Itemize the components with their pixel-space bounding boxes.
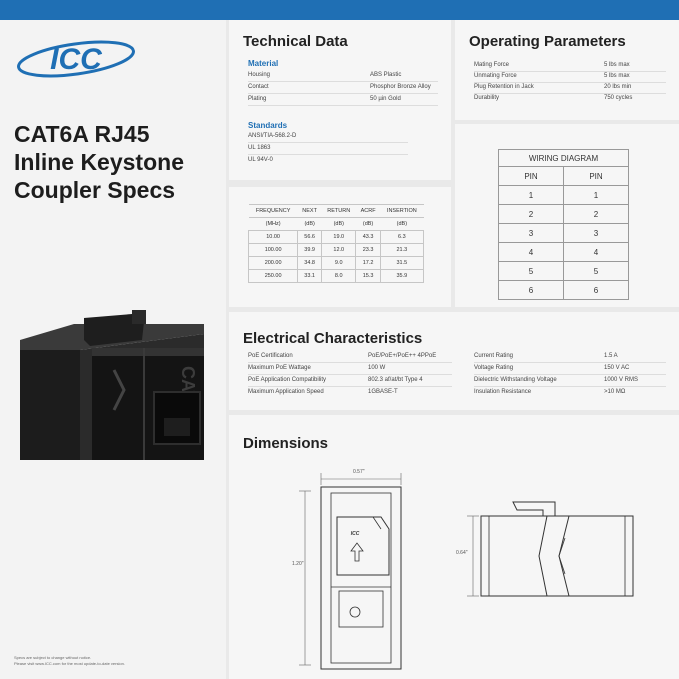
- operating-parameters-heading: Operating Parameters: [469, 33, 626, 50]
- drawing-logo-text: ICC: [350, 531, 360, 537]
- product-image: [14, 300, 214, 480]
- row-value: ABS Plastic: [370, 72, 402, 78]
- table-row: 2 2: [499, 205, 629, 224]
- dimension-drawing-front: [285, 465, 425, 677]
- depth-dimension-label: 0.64": [456, 550, 468, 556]
- table-row: 6 6: [499, 281, 629, 300]
- operating-row: Durability 750 cycles: [474, 95, 633, 101]
- table-row: 4 4: [499, 243, 629, 262]
- table-units-row: (MHz) (dB) (dB) (dB) (dB): [249, 218, 424, 231]
- table-header-row: FREQUENCY NEXT RETURN ACRF INSERTION: [249, 205, 424, 218]
- title-line: Inline Keystone: [14, 149, 184, 175]
- title-line: CAT6A RJ45: [14, 121, 150, 147]
- table-row: 250.00 33.1 8.0 15.3 35.9: [249, 270, 424, 283]
- standard-row: ANSI/TIA-568.2-D: [248, 131, 408, 143]
- electrical-row: PoE Certification PoE/PoE+/PoE++ 4PPoE: [248, 351, 452, 363]
- disclaimer-line: Specs are subject to change without notice.: [14, 655, 92, 660]
- electrical-row: Voltage Rating 150 V AC: [474, 363, 666, 375]
- standard-row: UL 94V-0: [248, 157, 273, 163]
- row-value: Phosphor Bronze Alloy: [370, 84, 431, 90]
- electrical-row: Current Rating 1.5 A: [474, 351, 666, 363]
- dimension-drawing-side: [455, 488, 645, 608]
- row-label: Plating: [248, 96, 267, 102]
- wiring-diagram-table: [498, 149, 629, 300]
- table-row: 100.00 39.9 12.0 23.3 21.3: [249, 244, 424, 257]
- wiring-caption: WIRING DIAGRAM: [499, 150, 629, 167]
- electrical-row: Maximum PoE Wattage 100 W: [248, 363, 452, 375]
- technical-data-heading: Technical Data: [243, 33, 348, 50]
- standard-row: UL 1863: [248, 143, 408, 155]
- table-row: 3 3: [499, 224, 629, 243]
- disclaimer-line: Please visit www.ICC.com for the most update-to-date version.: [14, 661, 125, 666]
- row-label: Contact: [248, 84, 269, 90]
- frequency-table: [248, 204, 424, 283]
- material-heading: Material: [248, 59, 279, 68]
- material-row: [248, 94, 438, 106]
- table-row: 10.00 56.6 19.0 43.3 6.3: [249, 231, 424, 244]
- table-row: 200.00 34.8 9.0 17.2 31.5: [249, 257, 424, 270]
- icc-logo: [14, 38, 138, 80]
- electrical-row: Dielectric Withstanding Voltage 1000 V RMS: [474, 375, 666, 387]
- table-row: 5 5: [499, 262, 629, 281]
- electrical-row: PoE Application Compatibility 802.3 af/at/bt Type 4: [248, 375, 452, 387]
- electrical-heading: Electrical Characteristics: [243, 330, 423, 347]
- dimensions-heading: Dimensions: [243, 435, 329, 452]
- electrical-row: Insulation Resistance >10 MΩ: [474, 389, 626, 395]
- page-title: [14, 120, 219, 204]
- material-row: [248, 70, 438, 82]
- operating-row: Unmating Force 5 lbs max: [474, 71, 666, 83]
- wiring-header-row: PIN PIN: [499, 167, 629, 186]
- height-dimension-label: 1.20": [292, 561, 304, 567]
- operating-row: Mating Force 5 lbs max: [474, 60, 666, 72]
- disclaimer: [14, 655, 214, 667]
- logo-text: ICC: [50, 43, 102, 76]
- row-value: 50 µin Gold: [370, 96, 401, 102]
- standards-heading: Standards: [248, 121, 288, 130]
- top-accent-bar: [0, 0, 679, 20]
- title-line: Coupler Specs: [14, 177, 176, 203]
- table-row: 1 1: [499, 186, 629, 205]
- operating-row: Plug Retention in Jack 20 lbs min: [474, 82, 666, 94]
- material-row: [248, 82, 438, 94]
- electrical-row: Maximum Application Speed 1GBASE-T: [248, 389, 398, 395]
- row-label: Housing: [248, 72, 271, 78]
- width-dimension-label: 0.57": [353, 469, 365, 475]
